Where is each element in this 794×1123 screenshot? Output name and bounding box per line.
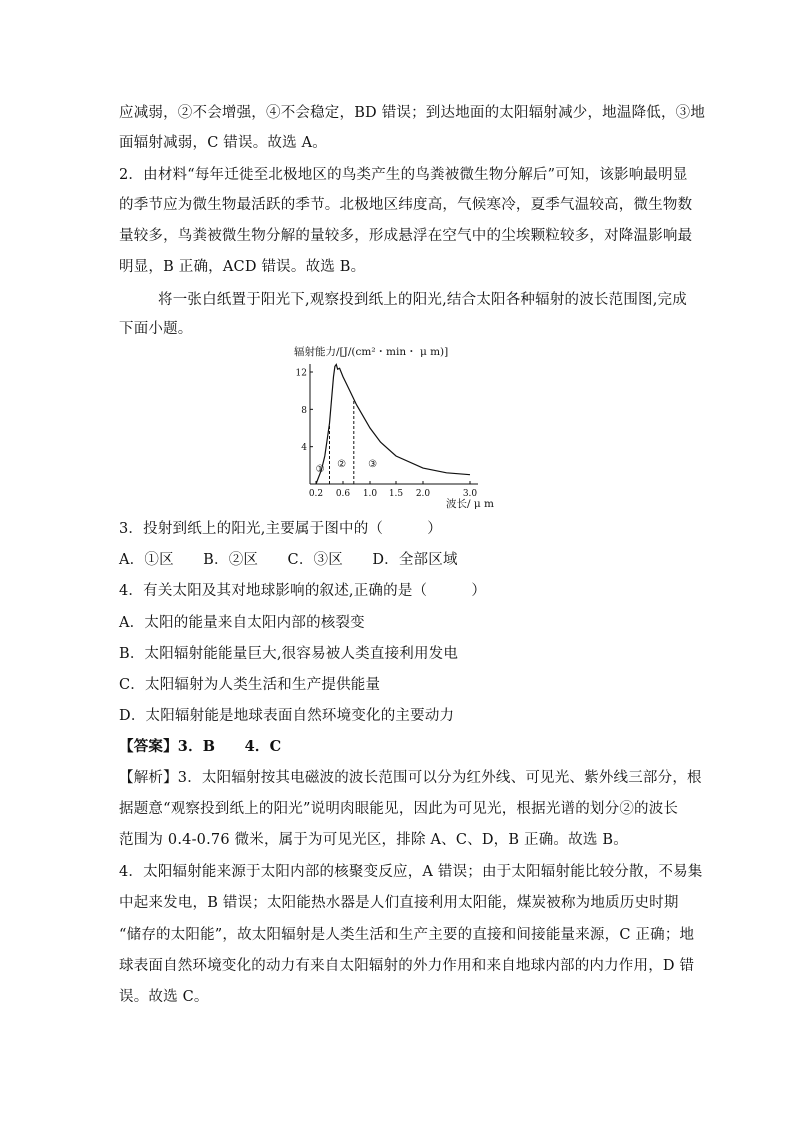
option-c: C．太阳辐射为人类生活和生产提供能量 <box>119 677 381 693</box>
y-tick-label: 8 <box>301 405 307 416</box>
text-line: 面辐射减弱，C 错误。故选 A。 <box>119 135 327 151</box>
axes <box>310 364 478 484</box>
y-axis-label: 辐射能力/[J/(cm²・min・ μ m)] <box>294 346 449 358</box>
option-b: B．太阳辐射能能量巨大,很容易被人类直接利用发电 <box>119 646 459 662</box>
region-labels <box>316 459 378 475</box>
text-line: 4．太阳辐射能来源于太阳内部的核聚变反应，A 错误；由于太阳辐射能比较分散，不易集 <box>119 864 703 880</box>
option-a: A．太阳的能量来自太阳内部的核裂变 <box>119 615 365 631</box>
question-3-options: A．①区 B．②区 C．③区 D．全部区域 <box>119 552 458 568</box>
intro-paragraph: 将一张白纸置于阳光下,观察投到纸上的阳光,结合太阳各种辐射的波长范围图,完成 <box>158 292 687 308</box>
text-line: 范围为 0.4-0.76 微米，属于为可见光区，排除 A、C、D，B 正确。故选 B。 <box>119 832 628 848</box>
text-line: 球表面自然环境变化的动力有来自太阳辐射的外力作用和来自地球内部的内力作用，D 错 <box>119 958 695 974</box>
text-line: 据题意“观察投到纸上的阳光”说明肉眼能见，因此为可见光，根据光谱的划分②的波长 <box>119 801 679 817</box>
text-line: 明显，B 正确，ACD 错误。故选 B。 <box>119 259 366 275</box>
region-label: ② <box>337 459 347 471</box>
region-label: ③ <box>368 459 378 471</box>
region-dividers <box>330 399 354 484</box>
x-tick-label: 3.0 <box>462 489 478 499</box>
region-label: ① <box>315 463 325 475</box>
x-tick-label: 1.5 <box>388 489 404 499</box>
text-line: 的季节应为微生物最活跃的季节。北极地区纬度高，气候寒冷，夏季气温较高，微生物数 <box>119 197 693 213</box>
y-tick-label: 4 <box>301 443 307 454</box>
option-d: D．太阳辐射能是地球表面自然环境变化的主要动力 <box>119 708 455 724</box>
x-axis-label: 波长/ μ m <box>446 498 494 510</box>
x-tick-label: 2.0 <box>415 489 431 499</box>
text-line: 应减弱，②不会增强，④不会稳定，BD 错误；到达地面的太阳辐射减少，地温降低，③地 <box>119 105 706 121</box>
y-tick-label: 12 <box>295 368 307 379</box>
analysis-line: 【解析】3．太阳辐射按其电磁波的波长范围可以分为红外线、可见光、紫外线三部分，根 <box>119 770 702 786</box>
x-tick-label: 0.2 <box>308 489 324 499</box>
radiation-wavelength-chart <box>280 340 520 512</box>
x-tick-label: 0.6 <box>335 489 351 499</box>
text-line: 量较多，鸟粪被微生物分解的量较多，形成悬浮在空气中的尘埃颗粒较多，对降温影响最 <box>119 228 693 244</box>
text-line: “储存的太阳能”，故太阳辐射是人类生活和生产主要的直接和间接能量来源，C 正确；地 <box>119 927 695 943</box>
x-tick-label: 1.0 <box>362 489 378 499</box>
ticks <box>296 369 478 500</box>
question-3: 3．投射到纸上的阳光,主要属于图中的（ ） <box>119 521 442 537</box>
text-line: 误。故选 C。 <box>119 989 209 1005</box>
question-4: 4．有关太阳及其对地球影响的叙述,正确的是（ ） <box>119 583 487 599</box>
answer-line: 【答案】3．B 4．C <box>119 738 282 755</box>
text-line: 中起来发电，B 错误；太阳能热水器是人们直接利用太阳能，煤炭被称为地质历史时期 <box>119 895 679 911</box>
question-2-explanation: 2．由材料“每年迁徙至北极地区的鸟类产生的鸟粪被微生物分解后”可知，该影响最明显 <box>119 167 688 183</box>
text-line: 下面小题。 <box>119 321 193 337</box>
